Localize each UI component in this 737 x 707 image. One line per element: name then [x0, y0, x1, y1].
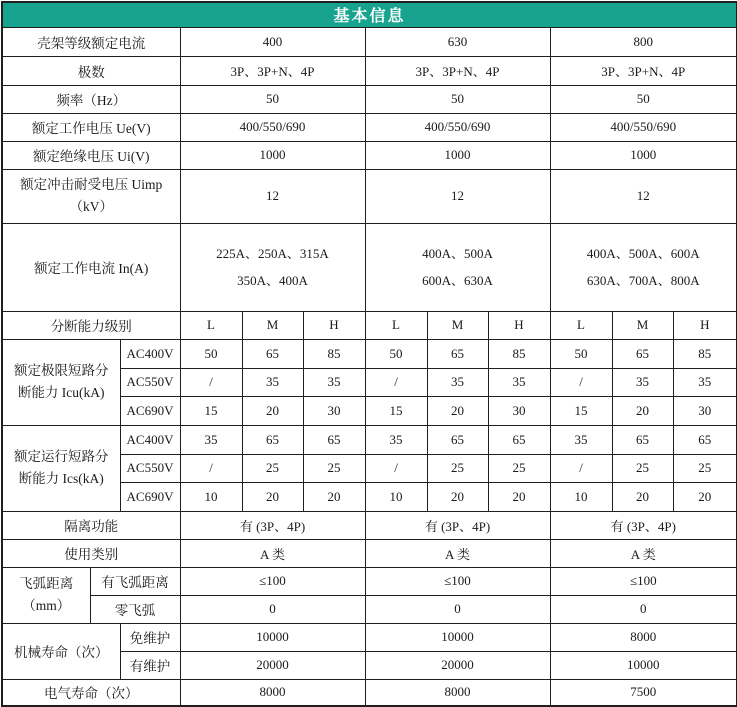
in-col2-line2: 600A、630A — [422, 273, 493, 288]
icu-ac550v-v6: / — [550, 368, 612, 396]
mech-maint-col1: 20000 — [180, 651, 365, 679]
class-h2: H — [488, 311, 550, 339]
row-poles — [2, 56, 737, 85]
arc-with-col1: ≤100 — [180, 567, 365, 595]
ics-ac400v-v8: 65 — [673, 425, 737, 454]
ics-ac690v-v8: 20 — [673, 482, 737, 511]
class-h3: H — [673, 311, 737, 339]
icu-ac550v-v7: 35 — [612, 368, 673, 396]
icu-ac690v-v0: 15 — [180, 396, 242, 425]
isolation-col1: 有 (3P、4P) — [180, 511, 365, 539]
ics-ac550v-v4: 25 — [427, 454, 488, 482]
in-col3-line2: 630A、700A、800A — [586, 273, 700, 288]
ue-col3: 400/550/690 — [550, 113, 737, 141]
ics-sublabel-ac690v: AC690V — [120, 482, 180, 511]
frame-current-col2: 630 — [365, 27, 550, 56]
icu-label-line1: 额定极限短路分 — [14, 362, 109, 378]
arc-label-line1: 飞弧距离 — [19, 575, 74, 591]
category-col1: A 类 — [180, 539, 365, 567]
in-col1 — [180, 223, 365, 311]
row-label-category: 使用类别 — [2, 539, 180, 567]
arc-zero-col3: 0 — [550, 595, 737, 623]
ue-col2: 400/550/690 — [365, 113, 550, 141]
icu-ac550v-v0: / — [180, 368, 242, 396]
arc-zero-col1: 0 — [180, 595, 365, 623]
uimp-label-line2: （kV） — [69, 199, 113, 214]
ics-ac690v-v6: 10 — [550, 482, 612, 511]
ics-ac400v-v6: 35 — [550, 425, 612, 454]
isolation-col3: 有 (3P、4P) — [550, 511, 737, 539]
row-icu-ac400v — [2, 339, 737, 368]
row-arc-with — [2, 567, 737, 595]
table-title: 基本信息 — [2, 2, 737, 27]
in-col3-line1: 400A、500A、600A — [586, 245, 700, 261]
row-label-mech-life: 机械寿命（次） — [2, 623, 120, 679]
row-ui — [2, 141, 737, 169]
class-l2: L — [365, 311, 427, 339]
ics-ac550v-v1: 25 — [242, 454, 303, 482]
ui-col3: 1000 — [550, 141, 737, 169]
icu-ac400v-v4: 65 — [427, 339, 488, 368]
row-label-arc — [2, 567, 90, 623]
icu-sublabel-ac400v: AC400V — [120, 339, 180, 368]
uimp-col1: 12 — [180, 169, 365, 223]
row-breaking-class — [2, 311, 737, 339]
ui-col1: 1000 — [180, 141, 365, 169]
frequency-col3: 50 — [550, 85, 737, 113]
ics-ac550v-v5: 25 — [488, 454, 550, 482]
row-label-icu — [2, 339, 120, 425]
row-uimp — [2, 169, 737, 223]
ics-ac400v-v3: 35 — [365, 425, 427, 454]
icu-ac400v-v2: 85 — [303, 339, 365, 368]
ics-ac400v-v0: 35 — [180, 425, 242, 454]
poles-col3: 3P、3P+N、4P — [550, 56, 737, 85]
row-label-ue: 额定工作电压 Ue(V) — [2, 113, 180, 141]
row-label-frame-current: 壳架等级额定电流 — [2, 27, 180, 56]
row-category — [2, 539, 737, 567]
ics-ac690v-v1: 20 — [242, 482, 303, 511]
mech-sublabel-maint: 有维护 — [120, 651, 180, 679]
class-m2: M — [427, 311, 488, 339]
in-col2-line1: 400A、500A — [422, 245, 493, 261]
ics-ac690v-v7: 20 — [612, 482, 673, 511]
mech-maintfree-col3: 8000 — [550, 623, 737, 651]
uimp-label-line1: 额定冲击耐受电压 Uimp — [20, 176, 163, 192]
ics-sublabel-ac550v: AC550V — [120, 454, 180, 482]
icu-ac550v-v5: 35 — [488, 368, 550, 396]
class-l3: L — [550, 311, 612, 339]
ics-ac400v-v2: 65 — [303, 425, 365, 454]
ics-ac550v-v8: 25 — [673, 454, 737, 482]
arc-with-col2: ≤100 — [365, 567, 550, 595]
icu-ac400v-v6: 50 — [550, 339, 612, 368]
icu-label-line2: 断能力 Icu(kA) — [17, 385, 105, 400]
ics-ac400v-v7: 65 — [612, 425, 673, 454]
arc-zero-col2: 0 — [365, 595, 550, 623]
mech-maintfree-col2: 10000 — [365, 623, 550, 651]
spec-table — [1, 1, 737, 707]
icu-ac690v-v8: 30 — [673, 396, 737, 425]
icu-ac400v-v1: 65 — [242, 339, 303, 368]
ui-col2: 1000 — [365, 141, 550, 169]
icu-ac400v-v7: 65 — [612, 339, 673, 368]
class-h1: H — [303, 311, 365, 339]
in-col1-line1: 225A、250A、315A — [216, 245, 329, 261]
mech-maint-col3: 10000 — [550, 651, 737, 679]
in-col2 — [365, 223, 550, 311]
row-label-ics — [2, 425, 120, 511]
icu-ac550v-v2: 35 — [303, 368, 365, 396]
in-col1-line2: 350A、400A — [237, 273, 308, 288]
ics-ac550v-v3: / — [365, 454, 427, 482]
icu-ac550v-v1: 35 — [242, 368, 303, 396]
arc-label-line2: （mm） — [22, 598, 71, 613]
isolation-col2: 有 (3P、4P) — [365, 511, 550, 539]
row-frame-current — [2, 27, 737, 56]
frame-current-col1: 400 — [180, 27, 365, 56]
icu-ac400v-v3: 50 — [365, 339, 427, 368]
icu-ac690v-v4: 20 — [427, 396, 488, 425]
ics-sublabel-ac400v: AC400V — [120, 425, 180, 454]
mech-maint-col2: 20000 — [365, 651, 550, 679]
ics-ac400v-v5: 65 — [488, 425, 550, 454]
mech-maintfree-col1: 10000 — [180, 623, 365, 651]
ics-ac400v-v1: 65 — [242, 425, 303, 454]
icu-ac400v-v0: 50 — [180, 339, 242, 368]
ics-ac690v-v0: 10 — [180, 482, 242, 511]
icu-ac690v-v1: 20 — [242, 396, 303, 425]
row-label-uimp — [2, 169, 180, 223]
row-ue — [2, 113, 737, 141]
ue-col1: 400/550/690 — [180, 113, 365, 141]
ics-ac690v-v5: 20 — [488, 482, 550, 511]
elec-life-col2: 8000 — [365, 679, 550, 706]
poles-col2: 3P、3P+N、4P — [365, 56, 550, 85]
icu-ac690v-v6: 15 — [550, 396, 612, 425]
ics-ac690v-v3: 10 — [365, 482, 427, 511]
arc-sublabel-zero: 零飞弧 — [90, 595, 180, 623]
arc-with-col3: ≤100 — [550, 567, 737, 595]
ics-ac550v-v0: / — [180, 454, 242, 482]
elec-life-col3: 7500 — [550, 679, 737, 706]
ics-label-line2: 断能力 Ics(kA) — [18, 471, 104, 486]
poles-col1: 3P、3P+N、4P — [180, 56, 365, 85]
class-l1: L — [180, 311, 242, 339]
row-isolation — [2, 511, 737, 539]
frequency-col2: 50 — [365, 85, 550, 113]
icu-ac550v-v4: 35 — [427, 368, 488, 396]
ics-ac550v-v7: 25 — [612, 454, 673, 482]
row-label-isolation: 隔离功能 — [2, 511, 180, 539]
icu-ac690v-v3: 15 — [365, 396, 427, 425]
icu-sublabel-ac690v: AC690V — [120, 396, 180, 425]
row-arc-zero — [2, 595, 737, 623]
row-label-frequency: 频率（Hz） — [2, 85, 180, 113]
row-label-elec-life: 电气寿命（次） — [2, 679, 180, 706]
uimp-col3: 12 — [550, 169, 737, 223]
ics-label-line1: 额定运行短路分 — [14, 448, 109, 464]
table-header-row — [2, 2, 737, 27]
row-label-in: 额定工作电流 In(A) — [2, 223, 180, 311]
icu-ac400v-v5: 85 — [488, 339, 550, 368]
icu-sublabel-ac550v: AC550V — [120, 368, 180, 396]
row-label-poles: 极数 — [2, 56, 180, 85]
icu-ac400v-v8: 85 — [673, 339, 737, 368]
icu-ac550v-v8: 35 — [673, 368, 737, 396]
arc-sublabel-with: 有飞弧距离 — [90, 567, 180, 595]
frequency-col1: 50 — [180, 85, 365, 113]
row-ics-ac400v — [2, 425, 737, 454]
icu-ac690v-v2: 30 — [303, 396, 365, 425]
frame-current-col3: 800 — [550, 27, 737, 56]
ics-ac690v-v2: 20 — [303, 482, 365, 511]
uimp-col2: 12 — [365, 169, 550, 223]
category-col2: A 类 — [365, 539, 550, 567]
icu-ac690v-v7: 20 — [612, 396, 673, 425]
row-label-ui: 额定绝缘电压 Ui(V) — [2, 141, 180, 169]
icu-ac550v-v3: / — [365, 368, 427, 396]
ics-ac400v-v4: 65 — [427, 425, 488, 454]
row-in — [2, 223, 737, 311]
category-col3: A 类 — [550, 539, 737, 567]
class-m1: M — [242, 311, 303, 339]
mech-sublabel-maintfree: 免维护 — [120, 623, 180, 651]
ics-ac550v-v2: 25 — [303, 454, 365, 482]
in-col3 — [550, 223, 737, 311]
class-m3: M — [612, 311, 673, 339]
icu-ac690v-v5: 30 — [488, 396, 550, 425]
ics-ac550v-v6: / — [550, 454, 612, 482]
ics-ac690v-v4: 20 — [427, 482, 488, 511]
row-elec-life — [2, 679, 737, 706]
row-mech-maintfree — [2, 623, 737, 651]
elec-life-col1: 8000 — [180, 679, 365, 706]
row-frequency — [2, 85, 737, 113]
row-label-breaking-class: 分断能力级别 — [2, 311, 180, 339]
